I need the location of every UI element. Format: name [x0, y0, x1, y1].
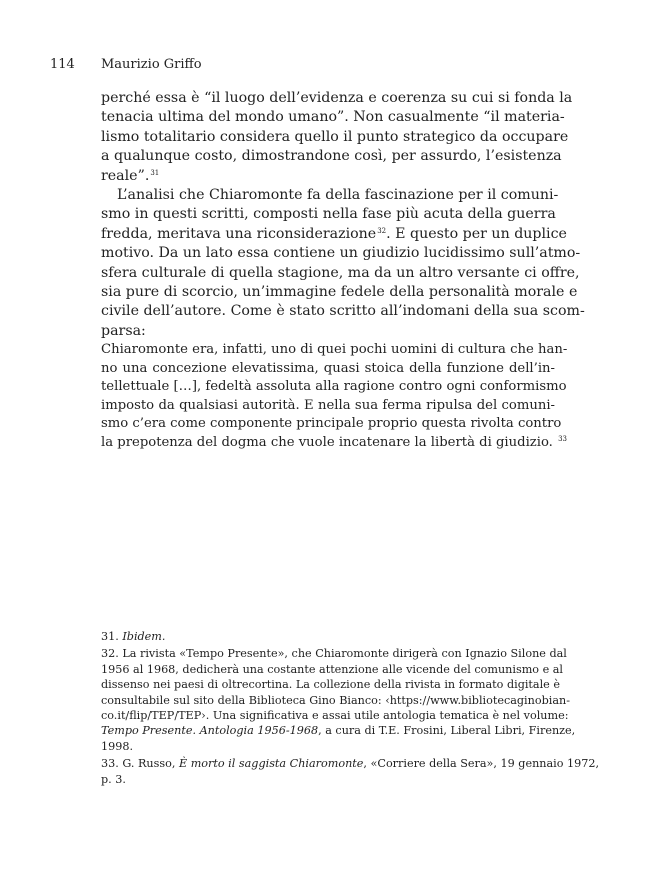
- quote-line: Chiaromonte era, infatti, uno di quei pochi uomini di cultura che han-: [101, 342, 568, 357]
- text-line: a qualunque costo, dimostrandone così, per assurdo, l’esistenza: [101, 148, 562, 165]
- footnote-line: co.it/flip/TEP/TEP›. Una significativa e assai utile antologia tematica è nel volume:: [101, 709, 569, 723]
- block-quote: [101, 341, 568, 453]
- text-fragment: 33. G. Russo,: [101, 757, 179, 771]
- footnote-line: 1998.: [101, 739, 134, 753]
- text-line: tenacia ultima del mondo umano”. Non casualmente “il materia-: [101, 109, 565, 126]
- text-line: motivo. Da un lato essa contiene un giudizio lucidissimo sull’atmo-: [101, 245, 581, 262]
- paragraph-2: [101, 186, 585, 341]
- text-fragment: , «Corriere della Sera», 19 gennaio 1972,: [363, 757, 600, 771]
- quote-line: no una concezione elevatissima, quasi stoica della funzione dell’in-: [101, 360, 555, 376]
- text-line: [101, 225, 567, 244]
- footnote-line: consultabile sul sito della Biblioteca Gino Bianco: ‹https://www.bibliotecaginobian-: [101, 693, 570, 707]
- footnote-reference[interactable]: 31: [150, 168, 160, 177]
- footnote-reference[interactable]: 33: [558, 434, 567, 443]
- paragraph-1: [101, 89, 573, 186]
- quote-line: tellettuale […], fedeltà assoluta alla ragione contro ogni conformismo: [101, 379, 567, 395]
- quote-line: smo c’era come componente principale proprio questa rivolta contro: [101, 416, 562, 432]
- page-number: 114: [50, 57, 75, 72]
- text-line: [101, 167, 555, 186]
- footnote-33: [101, 756, 600, 787]
- footnote-31: [101, 629, 555, 644]
- footnote-title: È morto il saggista Chiaromonte: [178, 757, 364, 771]
- text-fragment: . E questo per un duplice: [386, 225, 567, 242]
- text-line: sia pure di scorcio, un’immagine fedele della personalità morale e: [101, 284, 578, 301]
- footnote-32: [101, 646, 576, 754]
- footnote-line: 1956 al 1968, dedicherà una costante attenzione alle vicende del comunismo e al: [101, 662, 564, 676]
- text-fragment: la prepotenza del dogma che vuole incatenare la libertà di giudizio.: [101, 434, 553, 450]
- text-line: sfera culturale di quella stagione, ma da un altro versante ci offre,: [101, 264, 580, 281]
- footnote-number: 31.: [101, 630, 119, 643]
- body-text: [101, 89, 585, 341]
- footnote-line: [101, 629, 555, 644]
- footnote-reference[interactable]: 32: [377, 226, 387, 235]
- footnote-title: Tempo Presente. Antologia 1956-1968: [101, 724, 319, 738]
- text-line: smo in questi scritti, composti nella fase più acuta della guerra: [101, 206, 556, 223]
- footnote-line: [101, 756, 600, 771]
- text-line: perché essa è “il luogo dell’evidenza e coerenza su cui si fonda la: [101, 90, 573, 106]
- text-fragment: reale”.: [101, 167, 150, 184]
- text-fragment: , a cura di T.E. Frosini, Liberal Libri, Firenze,: [318, 724, 576, 738]
- footnote-text: Ibidem.: [122, 630, 166, 643]
- text-line: civile dell’autore. Come è stato scritto all’indomani della sua scom-: [101, 303, 585, 320]
- footnote-line: p. 3.: [101, 772, 126, 786]
- running-head-author: Maurizio Griffo: [101, 57, 202, 72]
- running-head: [0, 55, 650, 75]
- text-line: parsa:: [101, 322, 146, 339]
- text-line: L’analisi che Chiaromonte fa della fascinazione per il comuni-: [117, 187, 559, 204]
- quote-line: [101, 434, 567, 453]
- footnotes: [101, 629, 600, 789]
- text-fragment: fredda, meritava una riconsiderazione: [101, 225, 377, 242]
- footnote-line: [101, 723, 576, 738]
- footnote-line: 32. La rivista «Tempo Presente», che Chiaromonte dirigerà con Ignazio Silone dal: [101, 647, 567, 661]
- text-line: lismo totalitario considera quello il punto strategico da occupare: [101, 128, 569, 145]
- footnote-line: dissenso nei paesi di oltrecortina. La collezione della rivista in formato digitale è: [101, 678, 560, 692]
- quote-line: imposto da qualsiasi autorità. E nella sua ferma ripulsa del comuni-: [101, 397, 555, 413]
